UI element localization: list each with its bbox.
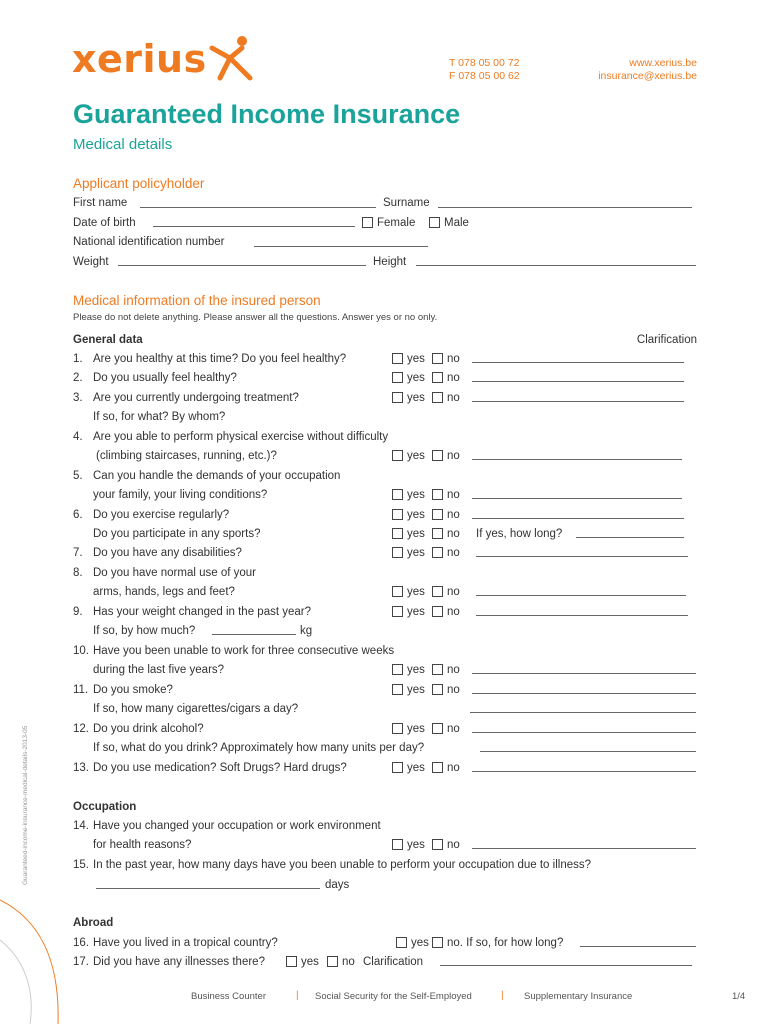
q13-yes-checkbox[interactable]: [392, 762, 403, 773]
q13-no-checkbox[interactable]: [432, 762, 443, 773]
footer-separator-2: |: [501, 990, 504, 1001]
q12-followup: If so, what do you drink? Approximately how many units per day?: [93, 742, 425, 754]
q14-text-cont: for health reasons?: [93, 839, 192, 851]
male-label: Male: [444, 217, 469, 229]
q14-clarification-field[interactable]: [472, 848, 696, 849]
q4-number: 4.: [73, 431, 83, 443]
q9-text: Has your weight changed in the past year?: [93, 606, 311, 618]
q7-no-checkbox[interactable]: [432, 547, 443, 558]
decorative-curves: [0, 880, 80, 1024]
q13-number: 13.: [73, 762, 89, 774]
q10-number: 10.: [73, 645, 89, 657]
q17-no-checkbox[interactable]: [327, 956, 338, 967]
height-field[interactable]: [416, 265, 696, 266]
medical-note: Please do not delete anything. Please answer all the questions. Answer yes or no only.: [73, 312, 438, 323]
footer-supplementary: Supplementary Insurance: [524, 991, 633, 1002]
q8-text: Do you have normal use of your: [93, 567, 257, 579]
q7-yes-label: yes: [407, 547, 425, 559]
q5-no-checkbox[interactable]: [432, 489, 443, 500]
website-link[interactable]: www.xerius.be: [629, 57, 697, 69]
q14-no-label: no: [447, 839, 460, 851]
clarification-heading: Clarification: [636, 334, 697, 346]
q14-number: 14.: [73, 820, 89, 832]
q9-no-checkbox[interactable]: [432, 606, 443, 617]
side-document-code: Guaranteed-income-insurance-medical-details-2013-05: [22, 725, 29, 885]
q11-amount-field[interactable]: [470, 712, 696, 713]
q8-no-checkbox[interactable]: [432, 586, 443, 597]
q6-sports-no-label: no: [447, 528, 460, 540]
footer-business-counter: Business Counter: [191, 991, 266, 1002]
q10-clarification-field[interactable]: [472, 673, 696, 674]
page-subtitle: Medical details: [73, 136, 173, 153]
q7-clarification-field[interactable]: [476, 556, 688, 557]
q4-text-cont: (climbing staircases, running, etc.)?: [96, 450, 277, 462]
q1-text: Are you healthy at this time? Do you feel healthy?: [93, 353, 347, 365]
q16-text: Have you lived in a tropical country?: [93, 937, 278, 949]
q6-sports-yes-label: yes: [407, 528, 425, 540]
male-checkbox[interactable]: [429, 217, 440, 228]
q11-no-label: no: [447, 684, 460, 696]
first-name-field[interactable]: [140, 207, 376, 208]
q7-no-label: no: [447, 547, 460, 559]
q16-number: 16.: [73, 937, 89, 949]
q3-text: Are you currently undergoing treatment?: [93, 392, 299, 404]
q16-no-label: no. If so, for how long?: [447, 937, 564, 949]
q1-yes-label: yes: [407, 353, 425, 365]
q4-no-label: no: [447, 450, 460, 462]
q6-yes-label: yes: [407, 509, 425, 521]
q3-number: 3.: [73, 392, 83, 404]
q3-yes-label: yes: [407, 392, 425, 404]
q4-yes-checkbox[interactable]: [392, 450, 403, 461]
q17-yes-label: yes: [301, 956, 319, 968]
q11-text: Do you smoke?: [93, 684, 173, 696]
q10-text: Have you been unable to work for three consecutive weeks: [93, 645, 395, 657]
q4-yes-label: yes: [407, 450, 425, 462]
surname-label: Surname: [383, 197, 430, 209]
footer-separator-1: |: [296, 990, 299, 1001]
footer-social-security: Social Security for the Self-Employed: [315, 991, 472, 1002]
q2-no-label: no: [447, 372, 460, 384]
q10-no-label: no: [447, 664, 460, 676]
q9-amount-field[interactable]: [212, 634, 296, 635]
q6-yes-checkbox[interactable]: [392, 509, 403, 520]
q6-number: 6.: [73, 509, 83, 521]
q17-yes-checkbox[interactable]: [286, 956, 297, 967]
q8-text-cont: arms, hands, legs and feet?: [93, 586, 235, 598]
q6-no-label: no: [447, 509, 460, 521]
general-data-heading: General data: [73, 334, 143, 346]
fax-number: F 078 05 00 62: [449, 70, 520, 82]
q12-yes-label: yes: [407, 723, 425, 735]
q12-number: 12.: [73, 723, 89, 735]
q8-no-label: no: [447, 586, 460, 598]
q6-sports-no-checkbox[interactable]: [432, 528, 443, 539]
q11-followup: If so, how many cigarettes/cigars a day?: [93, 703, 299, 715]
q6-sports-yes-checkbox[interactable]: [392, 528, 403, 539]
q3-followup: If so, for what? By whom?: [93, 411, 226, 423]
height-label: Height: [373, 256, 407, 268]
q7-text: Do you have any disabilities?: [93, 547, 242, 559]
surname-field[interactable]: [438, 207, 692, 208]
q2-yes-checkbox[interactable]: [392, 372, 403, 383]
q1-number: 1.: [73, 353, 83, 365]
q9-clarification-field[interactable]: [476, 615, 688, 616]
q9-yes-checkbox[interactable]: [392, 606, 403, 617]
dob-label: Date of birth: [73, 217, 136, 229]
weight-label: Weight: [73, 256, 109, 268]
q6-no-checkbox[interactable]: [432, 509, 443, 520]
q15-text: In the past year, how many days have you been unable to perform your occupation due to illness?: [93, 859, 592, 871]
q10-text-cont: during the last five years?: [93, 664, 225, 676]
q14-no-checkbox[interactable]: [432, 839, 443, 850]
occupation-heading: Occupation: [73, 801, 137, 813]
q6-how-long-field[interactable]: [576, 537, 684, 538]
dob-field[interactable]: [153, 226, 355, 227]
q1-no-checkbox[interactable]: [432, 353, 443, 364]
q2-clarification-field[interactable]: [472, 381, 684, 382]
q16-yes-label: yes: [411, 937, 429, 949]
q13-text: Do you use medication? Soft Drugs? Hard drugs?: [93, 762, 347, 774]
q17-no-label: no: [342, 956, 355, 968]
q13-yes-label: yes: [407, 762, 425, 774]
q6-clarification-field[interactable]: [472, 518, 684, 519]
female-checkbox[interactable]: [362, 217, 373, 228]
q14-yes-checkbox[interactable]: [392, 839, 403, 850]
q17-number: 17.: [73, 956, 89, 968]
contact-web: [598, 57, 697, 83]
q9-no-label: no: [447, 606, 460, 618]
q16-yes-checkbox[interactable]: [396, 937, 407, 948]
q5-no-label: no: [447, 489, 460, 501]
q5-text-cont: your family, your living conditions?: [93, 489, 268, 501]
q2-number: 2.: [73, 372, 83, 384]
q17-text: Did you have any illnesses there?: [93, 956, 265, 968]
q14-yes-label: yes: [407, 839, 425, 851]
q2-no-checkbox[interactable]: [432, 372, 443, 383]
q8-yes-label: yes: [407, 586, 425, 598]
q9-yes-label: yes: [407, 606, 425, 618]
q17-clarification-field[interactable]: [440, 965, 692, 966]
female-label: Female: [377, 217, 416, 229]
applicant-heading: Applicant policyholder: [73, 176, 205, 191]
q11-number: 11.: [73, 684, 89, 696]
q11-no-checkbox[interactable]: [432, 684, 443, 695]
q6-text: Do you exercise regularly?: [93, 509, 230, 521]
q6-sports-text: Do you participate in any sports?: [93, 528, 261, 540]
q10-yes-checkbox[interactable]: [392, 664, 403, 675]
phone-number: T 078 05 00 72: [449, 57, 520, 69]
q1-yes-checkbox[interactable]: [392, 353, 403, 364]
q8-yes-checkbox[interactable]: [392, 586, 403, 597]
page-title: Guaranteed Income Insurance: [73, 99, 461, 129]
logo-figure-icon: [206, 34, 258, 82]
q8-clarification-field[interactable]: [476, 595, 686, 596]
q7-number: 7.: [73, 547, 83, 559]
q12-units-field[interactable]: [480, 751, 696, 752]
company-logo: xerius: [72, 37, 207, 81]
q2-text: Do you usually feel healthy?: [93, 372, 237, 384]
q16-no-checkbox[interactable]: [432, 937, 443, 948]
q12-no-checkbox[interactable]: [432, 723, 443, 734]
q5-text: Can you handle the demands of your occupation: [93, 470, 341, 482]
q11-yes-checkbox[interactable]: [392, 684, 403, 695]
q4-no-checkbox[interactable]: [432, 450, 443, 461]
q12-no-label: no: [447, 723, 460, 735]
q11-clarification-field[interactable]: [472, 693, 696, 694]
contact-phone-fax: [449, 57, 520, 83]
q14-text: Have you changed your occupation or work environment: [93, 820, 381, 832]
q10-yes-label: yes: [407, 664, 425, 676]
q5-number: 5.: [73, 470, 83, 482]
q11-yes-label: yes: [407, 684, 425, 696]
q16-how-long-field[interactable]: [580, 946, 696, 947]
q3-yes-checkbox[interactable]: [392, 392, 403, 403]
q4-clarification-field[interactable]: [472, 459, 682, 460]
q9-unit: kg: [300, 625, 313, 637]
q13-no-label: no: [447, 762, 460, 774]
page-number: 1/4: [732, 991, 746, 1002]
q7-yes-checkbox[interactable]: [392, 547, 403, 558]
national-id-field[interactable]: [254, 246, 428, 247]
q12-yes-checkbox[interactable]: [392, 723, 403, 734]
q13-clarification-field[interactable]: [472, 771, 696, 772]
q3-no-label: no: [447, 392, 460, 404]
q3-no-checkbox[interactable]: [432, 392, 443, 403]
q4-text: Are you able to perform physical exercise without difficulty: [93, 431, 389, 443]
q8-number: 8.: [73, 567, 83, 579]
q5-clarification-field[interactable]: [472, 498, 682, 499]
first-name-label: First name: [73, 197, 128, 209]
q1-clarification-field[interactable]: [472, 362, 684, 363]
q17-clarification-label: Clarification: [363, 956, 424, 968]
q2-yes-label: yes: [407, 372, 425, 384]
weight-field[interactable]: [118, 265, 366, 266]
q15-number: 15.: [73, 859, 89, 871]
q12-text: Do you drink alcohol?: [93, 723, 204, 735]
q15-unit: days: [325, 879, 350, 891]
q6-how-long-label: If yes, how long?: [476, 528, 563, 540]
q15-days-field[interactable]: [96, 888, 320, 889]
q10-no-checkbox[interactable]: [432, 664, 443, 675]
medical-heading: Medical information of the insured person: [73, 293, 321, 308]
q9-number: 9.: [73, 606, 83, 618]
q5-yes-label: yes: [407, 489, 425, 501]
q1-no-label: no: [447, 353, 460, 365]
q3-clarification-field[interactable]: [472, 401, 684, 402]
q5-yes-checkbox[interactable]: [392, 489, 403, 500]
q9-followup: If so, by how much?: [93, 625, 196, 637]
q12-clarification-field[interactable]: [472, 732, 696, 733]
abroad-heading: Abroad: [73, 917, 114, 929]
national-id-label: National identification number: [73, 236, 225, 248]
email-link[interactable]: insurance@xerius.be: [598, 70, 697, 82]
